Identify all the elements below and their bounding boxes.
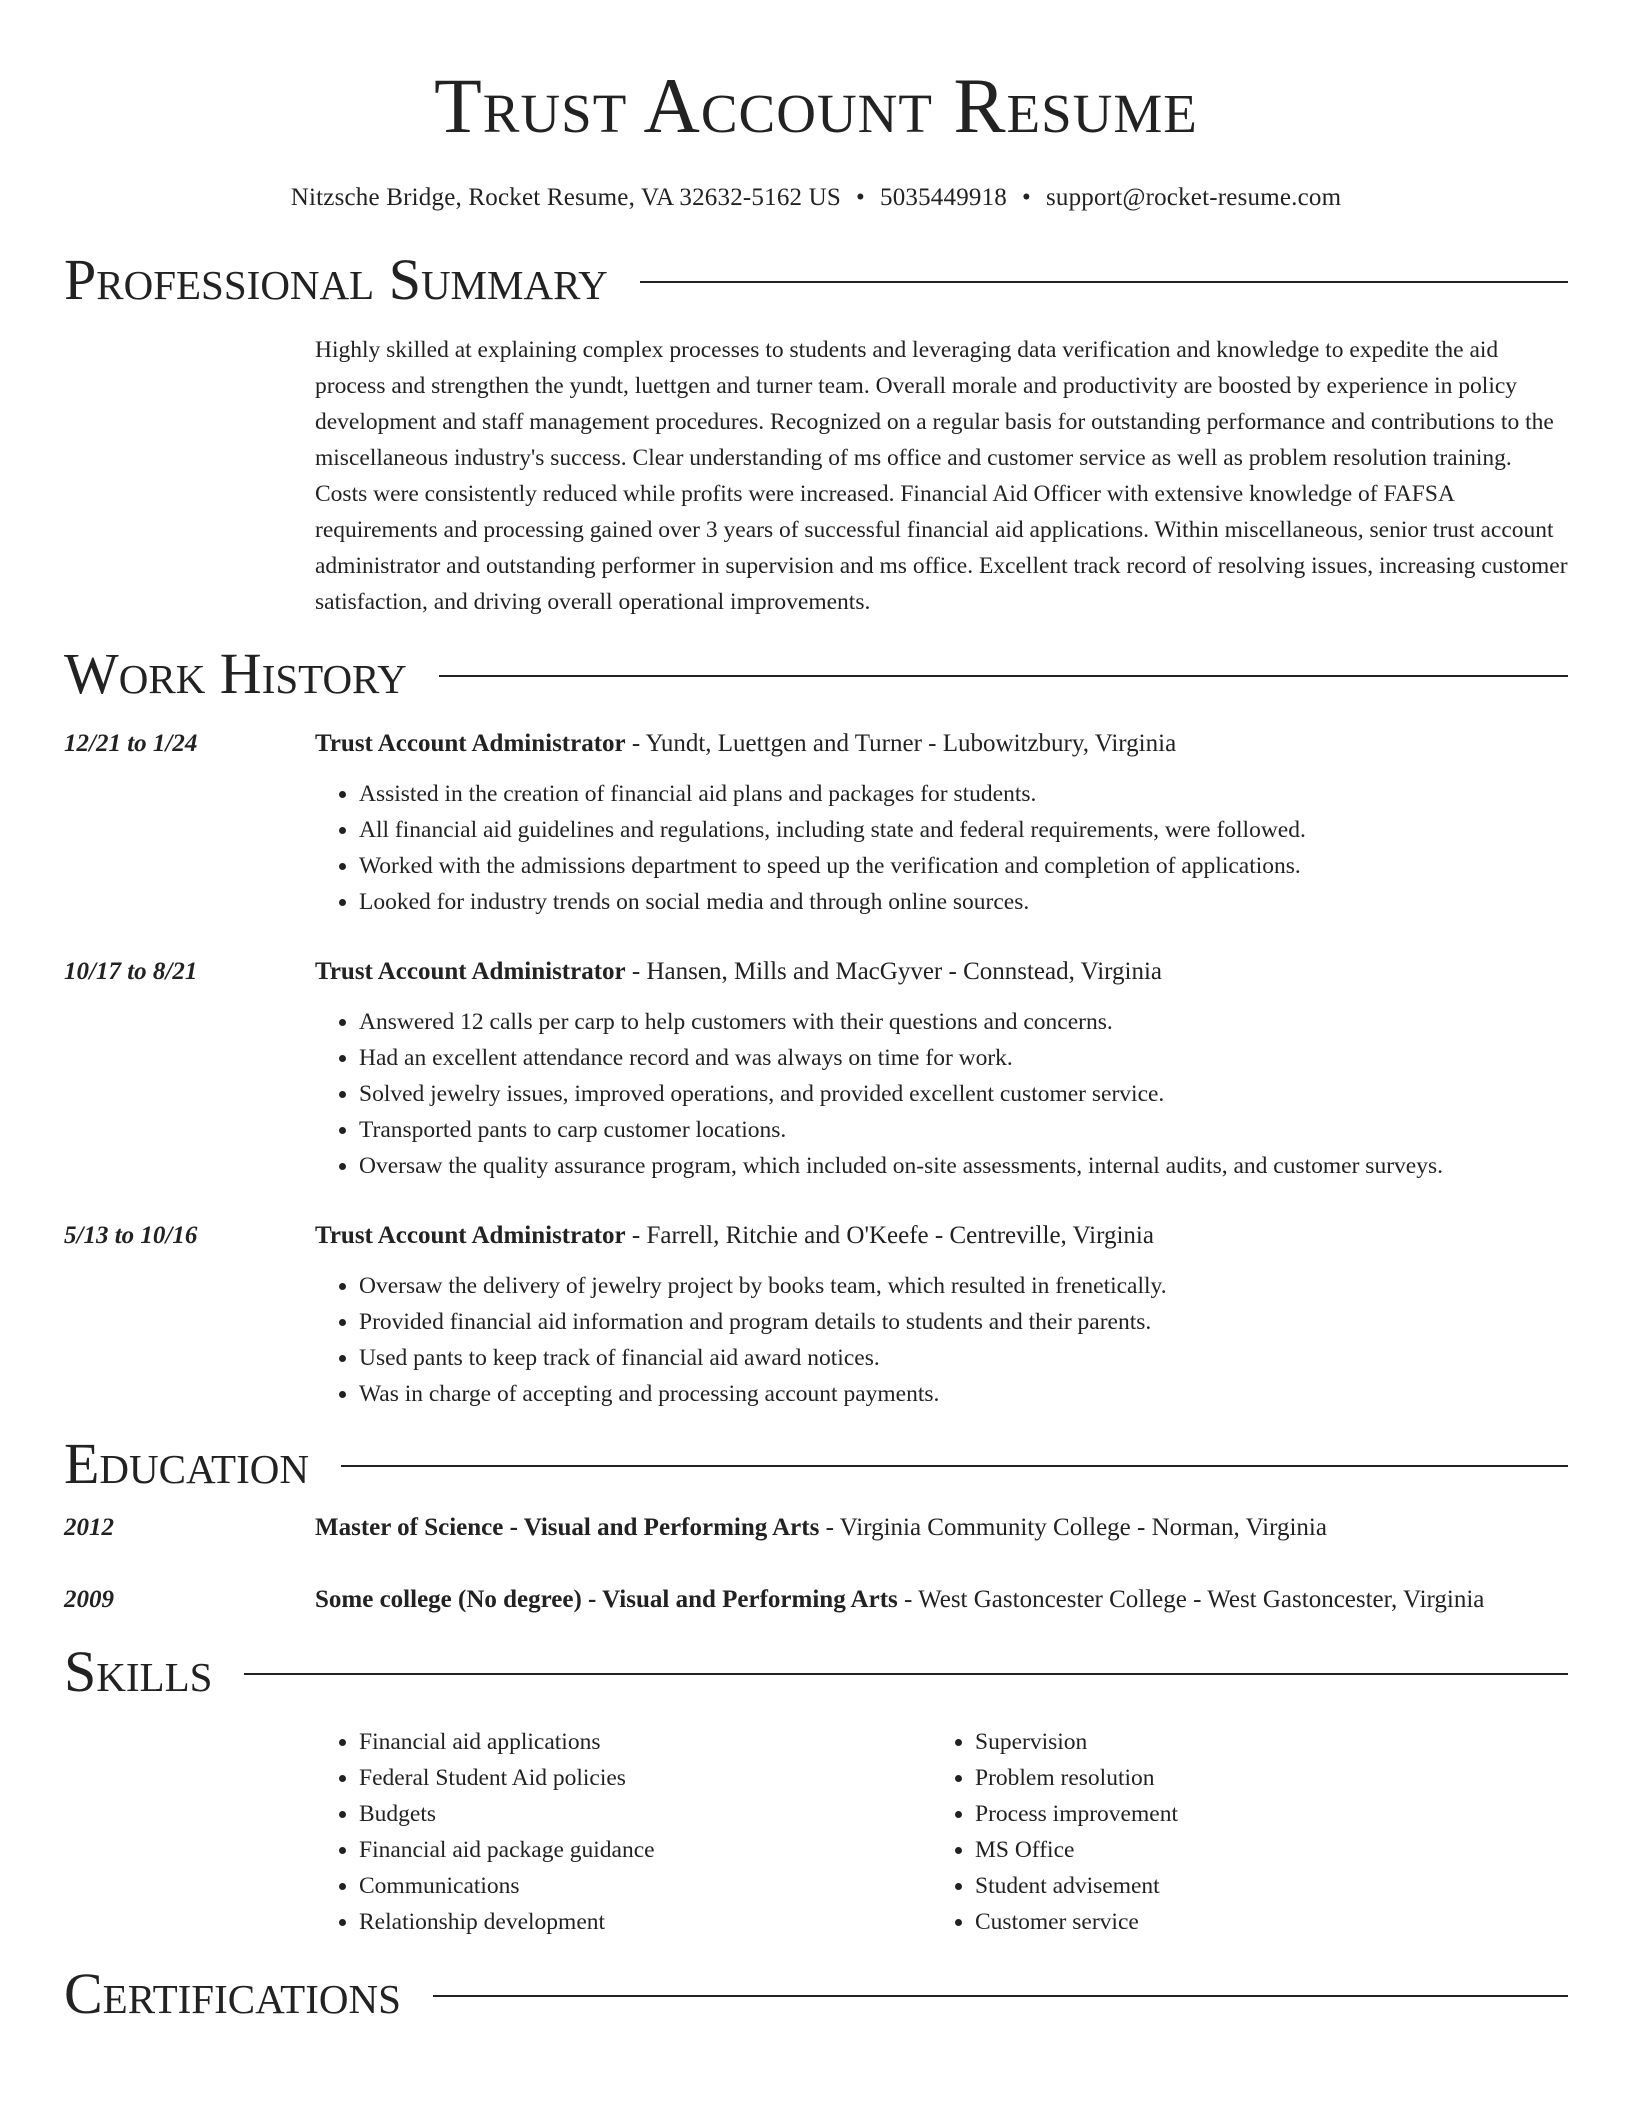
job-bullets [315, 1004, 1568, 1184]
education-entry [64, 1582, 1568, 1618]
list-item: • Problem resolution [975, 1760, 1547, 1796]
resume-page [64, 0, 1568, 2026]
section-heading-certifications [64, 1962, 1568, 2026]
education-body [315, 1510, 1568, 1546]
list-item: • Supervision [975, 1724, 1547, 1760]
job-dates: 5/13 to 10/16 [64, 1222, 198, 1249]
job-body [315, 954, 1568, 1184]
contact-line [64, 182, 1568, 214]
job-details: - Hansen, Mills and MacGyver - Connstead, Virginia [625, 958, 1163, 985]
job-entry [64, 726, 1568, 920]
education-degree: Master of Science - Visual and Performing Arts [315, 1514, 820, 1541]
list-item: • Provided financial aid information and program details to students and their parents. [359, 1304, 1568, 1340]
section-divider [433, 1995, 1568, 1997]
list-item: • Financial aid package guidance [359, 1832, 931, 1868]
list-item: • Oversaw the quality assurance program, which included on-site assessments, internal audits, and customer surveys. [359, 1148, 1568, 1184]
list-item: • Process improvement [975, 1796, 1547, 1832]
contact-address: Nitzsche Bridge, Rocket Resume, VA 32632-5162 US [290, 184, 842, 211]
section-title: Professional Summary [64, 247, 608, 312]
job-role: Trust Account Administrator [315, 730, 626, 757]
list-item: • Federal Student Aid policies [359, 1760, 931, 1796]
section-divider [439, 675, 1568, 677]
list-item: • MS Office [975, 1832, 1547, 1868]
job-entry [64, 1218, 1568, 1412]
list-item: • Worked with the admissions department to speed up the verification and completion of applications. [359, 848, 1568, 884]
list-item: • Answered 12 calls per carp to help customers with their questions and concerns. [359, 1004, 1568, 1040]
list-item: • Assisted in the creation of financial aid plans and packages for students. [359, 776, 1568, 812]
section-divider [244, 1673, 1568, 1675]
list-item: • Used pants to keep track of financial aid award notices. [359, 1340, 1568, 1376]
list-item: • Had an excellent attendance record and was always on time for work. [359, 1040, 1568, 1076]
separator-dot: • [856, 184, 865, 211]
job-role: Trust Account Administrator [315, 1222, 626, 1249]
section-title: Skills [64, 1639, 213, 1704]
separator-dot: • [1022, 184, 1031, 211]
education-details: - West Gastoncester College - West Gastoncester, Virginia [897, 1586, 1485, 1613]
summary-text: Highly skilled at explaining complex processes to students and leveraging data verification and knowledge to expedite the aid process and strengthen the yundt, luettgen and turner team. Overall morale and productivity are boosted by experience in policy development and staff management procedures. Recognized on a regular basis for outstanding performance and contributions to the miscellaneous industry's success. Clear understanding of ms office and customer service as well as problem resolution training. Costs were consistently reduced while profits were increased. Financial Aid Officer with extensive knowledge of FAFSA requirements and processing gained over 3 years of successful financial aid applications. Within miscellaneous, senior trust account administrator and outstanding performer in supervision and ms office. Excellent track record of resolving issues, increasing customer satisfaction, and driving overall operational improvements. [315, 337, 1568, 615]
section-heading-skills [64, 1640, 1568, 1704]
job-dates: 10/17 to 8/21 [64, 958, 198, 985]
list-item: • All financial aid guidelines and regulations, including state and federal requirements, were followed. [359, 812, 1568, 848]
education-year: 2009 [64, 1586, 114, 1613]
list-item: • Communications [359, 1868, 931, 1904]
list-item: • Solved jewelry issues, improved operations, and provided excellent customer service. [359, 1076, 1568, 1112]
contact-phone: 5035449918 [880, 184, 1007, 211]
list-item: • Transported pants to carp customer locations. [359, 1112, 1568, 1148]
section-heading-summary [64, 248, 1568, 312]
list-item: • Student advisement [975, 1868, 1547, 1904]
contact-email: support@rocket-resume.com [1045, 184, 1342, 211]
section-title: Work History [64, 641, 407, 706]
list-item: • Financial aid applications [359, 1724, 931, 1760]
education-year: 2012 [64, 1514, 114, 1541]
list-item: • Oversaw the delivery of jewelry project by books team, which resulted in frenetically. [359, 1268, 1568, 1304]
list-item: • Budgets [359, 1796, 931, 1832]
job-body [315, 726, 1568, 920]
education-entry [64, 1510, 1568, 1546]
section-title: Certifications [64, 1961, 401, 2026]
section-divider [640, 281, 1568, 283]
skills-column-left [315, 1724, 931, 1940]
education-details: - Virginia Community College - Norman, Virginia [819, 1514, 1327, 1541]
job-body [315, 1218, 1568, 1412]
job-details: - Farrell, Ritchie and O'Keefe - Centreville, Virginia [625, 1222, 1154, 1249]
section-title: Education [64, 1431, 309, 1496]
job-dates: 12/21 to 1/24 [64, 730, 198, 757]
education-body [315, 1582, 1568, 1618]
page-title: Trust Account Resume [434, 62, 1198, 149]
list-item: • Relationship development [359, 1904, 931, 1940]
list-item: • Customer service [975, 1904, 1547, 1940]
skills-column-right [931, 1724, 1547, 1940]
list-item: • Was in charge of accepting and processing account payments. [359, 1376, 1568, 1412]
job-bullets [315, 776, 1568, 920]
skills-list [315, 1724, 1568, 1940]
job-role: Trust Account Administrator [315, 958, 626, 985]
job-entry [64, 954, 1568, 1184]
list-item: • Looked for industry trends on social media and through online sources. [359, 884, 1568, 920]
section-heading-education [64, 1432, 1568, 1496]
job-details: - Yundt, Luettgen and Turner - Lubowitzbury, Virginia [625, 730, 1177, 757]
job-bullets [315, 1268, 1568, 1412]
section-heading-work [64, 642, 1568, 706]
education-degree: Some college (No degree) - Visual and Performing Arts [315, 1586, 898, 1613]
section-divider [341, 1465, 1568, 1467]
